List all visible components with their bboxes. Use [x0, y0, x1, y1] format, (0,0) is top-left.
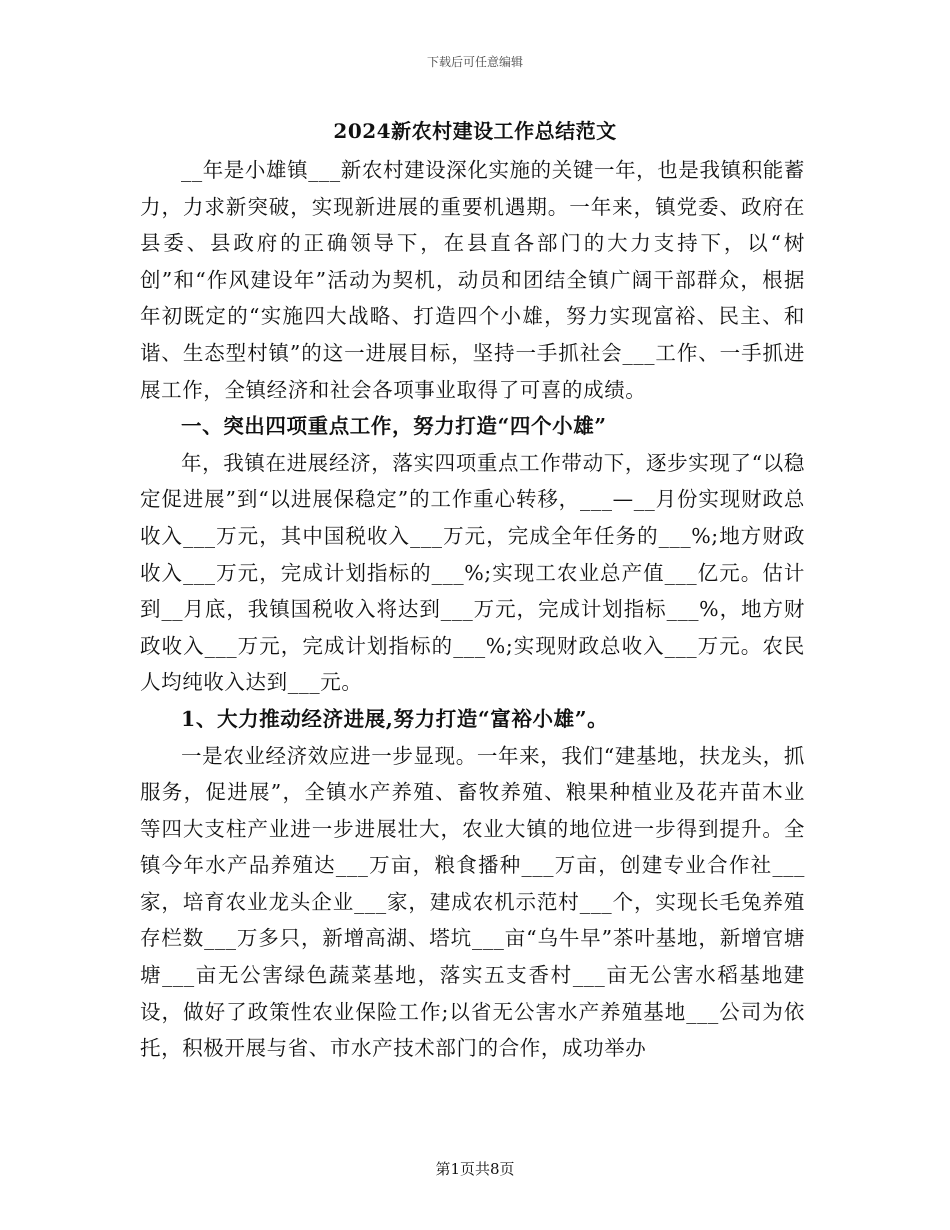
document-title: 2024新农村建设工作总结范文: [333, 119, 617, 143]
agriculture-paragraph: 一是农业经济效应进一步显现。一年来，我们“建基地，扶龙头，抓服务，促进展”，全镇水产养殖、畜牧养殖、粮果种植业及花卉苗木业等四大支柱产业进一步进展壮大，农业大镇的地位进一步得到提升。全镇今年水产品养殖达___万亩，粮食播种___万亩，创建专业合作社___家，培育农业龙头企业___家，建成农机示范村___个，实现长毛兔养殖存栏数___万多只，新增高湖、塔坑___亩“乌牛早”茶叶基地，新增官塘塘___亩无公害绿色蔬菜基地，落实五支香村___亩无公害水稻基地建设，做好了政策性农业保险工作;以省无公害水产养殖基地___公司为依托，积极开展与省、市水产技术部门的合作，成功举办: [140, 743, 805, 1061]
subsection-heading-1: 1、大力推动经济进展,努力打造“富裕小雄”。: [181, 706, 609, 731]
page-number-footer: 第1页共8页: [435, 1160, 515, 1178]
section-heading-1: 一、突出四项重点工作，努力打造“四个小雄”: [181, 414, 607, 439]
header-note: 下载后可任意编辑: [426, 55, 523, 69]
intro-paragraph: __年是小雄镇___新农村建设深化实施的关键一年，也是我镇积能蓄力，力求新突破，实现新进展的重要机遇期。一年来，镇党委、政府在县委、县政府的正确领导下，在县直各部门的大力支持下，以“树创”和“作风建设年”活动为契机，动员和团结全镇广阔干部群众，根据年初既定的“实施四大战略、打造四个小雄，努力实现富裕、民主、和谐、生态型村镇”的这一进展目标，坚持一手抓社会___工作、一手抓进展工作，全镇经济和社会各项事业取得了可喜的成绩。: [140, 158, 805, 402]
document-body: [140, 152, 805, 1067]
finance-paragraph: 年，我镇在进展经济，落实四项重点工作带动下，逐步实现了“以稳定促进展”到“以进展保稳定”的工作重心转移，___—__月份实现财政总收入___万元，其中国税收入___万元，完成全年任务的___%;地方财政收入___万元，完成计划指标的___%;实现工农业总产值___亿元。估计到__月底，我镇国税收入将达到___万元，完成计划指标___%，地方财政收入___万元，完成计划指标的___%;实现财政总收入___万元。农民人均纯收入达到___元。: [140, 450, 805, 695]
